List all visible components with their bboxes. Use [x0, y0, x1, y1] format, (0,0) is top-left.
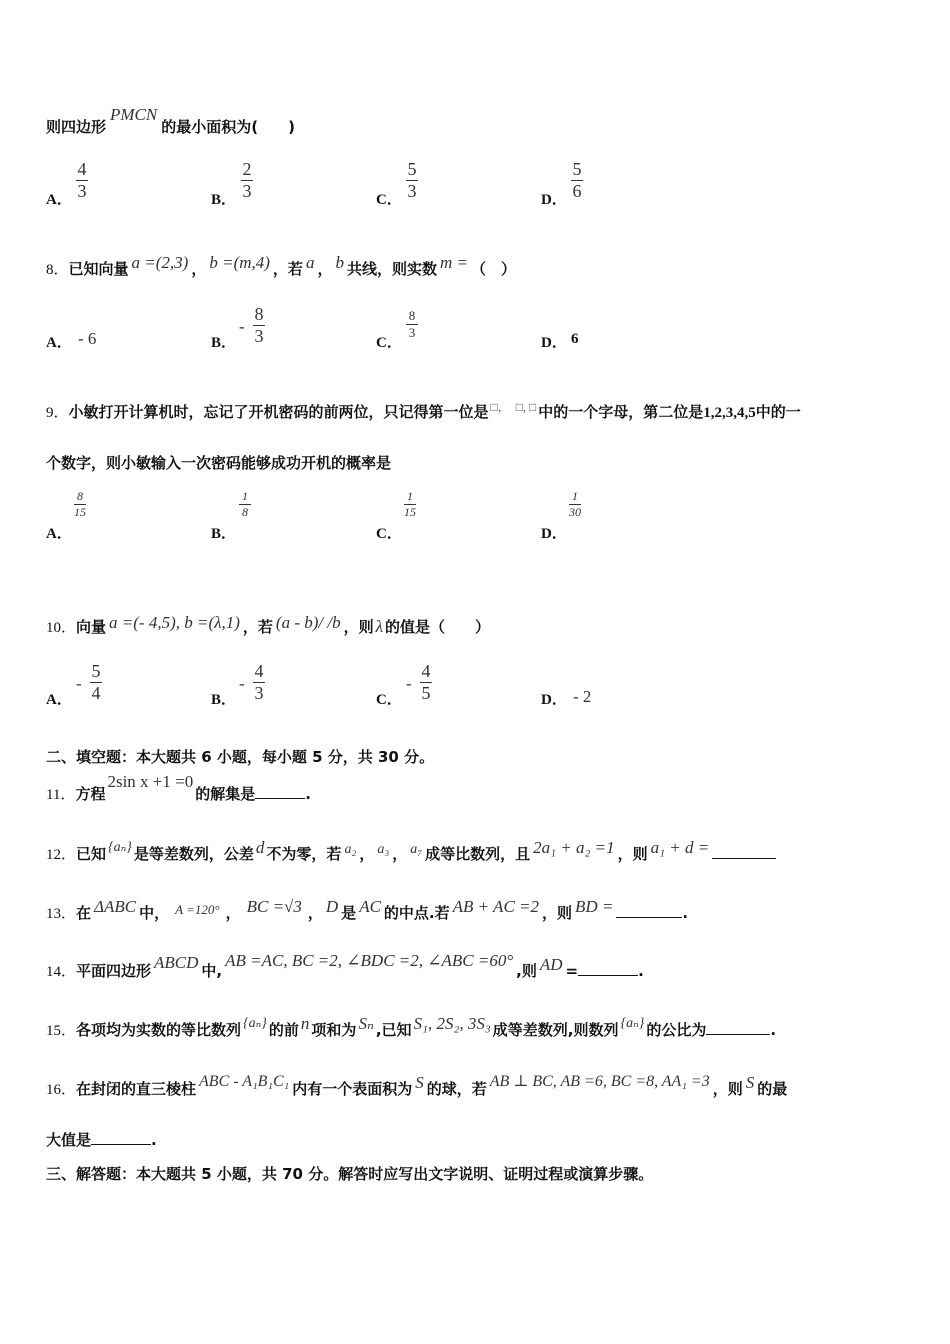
q16-stem-line2: 大值是 . [46, 1131, 157, 1149]
q14-stem: 14．平面四边形 ABCD 中,AB =AC, BC =2, ∠BDC =2, ∠ABC =60°,则 AD = . [46, 951, 644, 980]
q7-option-d[interactable]: D． 5 6 [541, 159, 582, 208]
q10-options [46, 662, 746, 710]
section-3-heading: 三、解答题：本大题共 5 小题，共 70 分。解答时应写出文字说明、证明过程或演算步骤。 [46, 1165, 654, 1183]
q10-option-b[interactable]: B． - 4 3 [211, 661, 264, 708]
q10-stem: 10．向量 a =(- 4,5), b =(λ,1) ，若 (a - b)/ /b ，则 λ 的值是（ ） [46, 613, 491, 636]
q8-stem: 8．已知向量 a =(2,3) ， b =(m,4) ，若 a ， b 共线，则实数 m = （ ） [46, 253, 516, 278]
q8-option-b[interactable]: B． - 8 3 [211, 304, 264, 351]
q8-option-c[interactable]: C． 8 3 [376, 305, 402, 326]
q8-option-d[interactable]: D． 6 [541, 331, 579, 351]
q7-option-b[interactable]: B． 2 3 [211, 159, 252, 208]
q14-answer-blank[interactable] [578, 975, 638, 976]
q9-stem-line1: 9．小敏打开计算机时，忘记了开机密码的前两位，只记得第一位是 □， □, □ 中的一个字母，第二位是1,2,3,4,5中的一 [46, 400, 801, 421]
q7-options [46, 160, 746, 208]
q9-options [46, 490, 746, 540]
q7-option-c[interactable]: C． 5 3 [376, 159, 417, 208]
q16-answer-blank[interactable] [91, 1144, 151, 1145]
section-2-heading: 二、填空题：本大题共 6 小题，每小题 5 分，共 30 分。 [46, 748, 435, 766]
q9-option-b[interactable]: B． 1 8 [211, 490, 236, 511]
q15-stem: 15．各项均为实数的等比数列 {aₙ} 的前 n 项和为 Sₙ ,已知 S₁, 2S₂, 3S₃ 成等差数列,则数列 {aₙ} 的公比为 . [46, 1014, 777, 1039]
q16-stem-line1: 16．在封闭的直三棱柱 ABC - A₁B₁C₁ 内有一个表面积为 S 的球，若 AB ⊥ BC, AB =6, BC =8, AA₁ =3 ，则 S 的最 [46, 1073, 788, 1098]
q13-answer-blank[interactable] [616, 917, 682, 918]
q10-option-a[interactable]: A． - 5 4 [46, 661, 101, 708]
q11-stem: 11．方程2sin x +1 =0的解集是 . [46, 772, 311, 803]
q9-option-d[interactable]: D． 1 30 [541, 489, 581, 542]
q10-option-c[interactable]: C． - 4 5 [376, 661, 431, 708]
q13-stem: 13．在 ΔABC 中， A =120° ， BC =√3 ， D 是 AC 的中点.若 AB + AC =2 ，则 BD = . [46, 897, 689, 922]
q8-option-a[interactable]: A． - 6 [46, 329, 97, 351]
q7-math-pmcn: PMCN [110, 105, 158, 124]
q9-option-c[interactable]: C． 1 15 [376, 489, 416, 542]
q12-answer-blank[interactable] [712, 858, 776, 859]
q12-stem: 12．已知 {aₙ} 是等差数列，公差 d 不为零，若 a₂ ， a₃ ， a₇ 成等比数列，且 2a₁ + a₂ =1 ，则 a₁ + d = [46, 843, 776, 864]
q15-answer-blank[interactable] [706, 1034, 770, 1035]
q7-option-a[interactable]: A． 4 3 [46, 159, 87, 208]
q10-option-d[interactable]: D． - 2 [541, 687, 592, 708]
q11-answer-blank[interactable] [255, 798, 305, 799]
q7-stem: 则四边形PMCN的最小面积为( ) [46, 105, 295, 136]
q9-option-a[interactable]: A． 8 15 [46, 489, 86, 542]
q9-stem-line2: 个数字，则小敏输入一次密码能够成功开机的概率是 [46, 454, 392, 472]
q8-options [46, 305, 746, 353]
